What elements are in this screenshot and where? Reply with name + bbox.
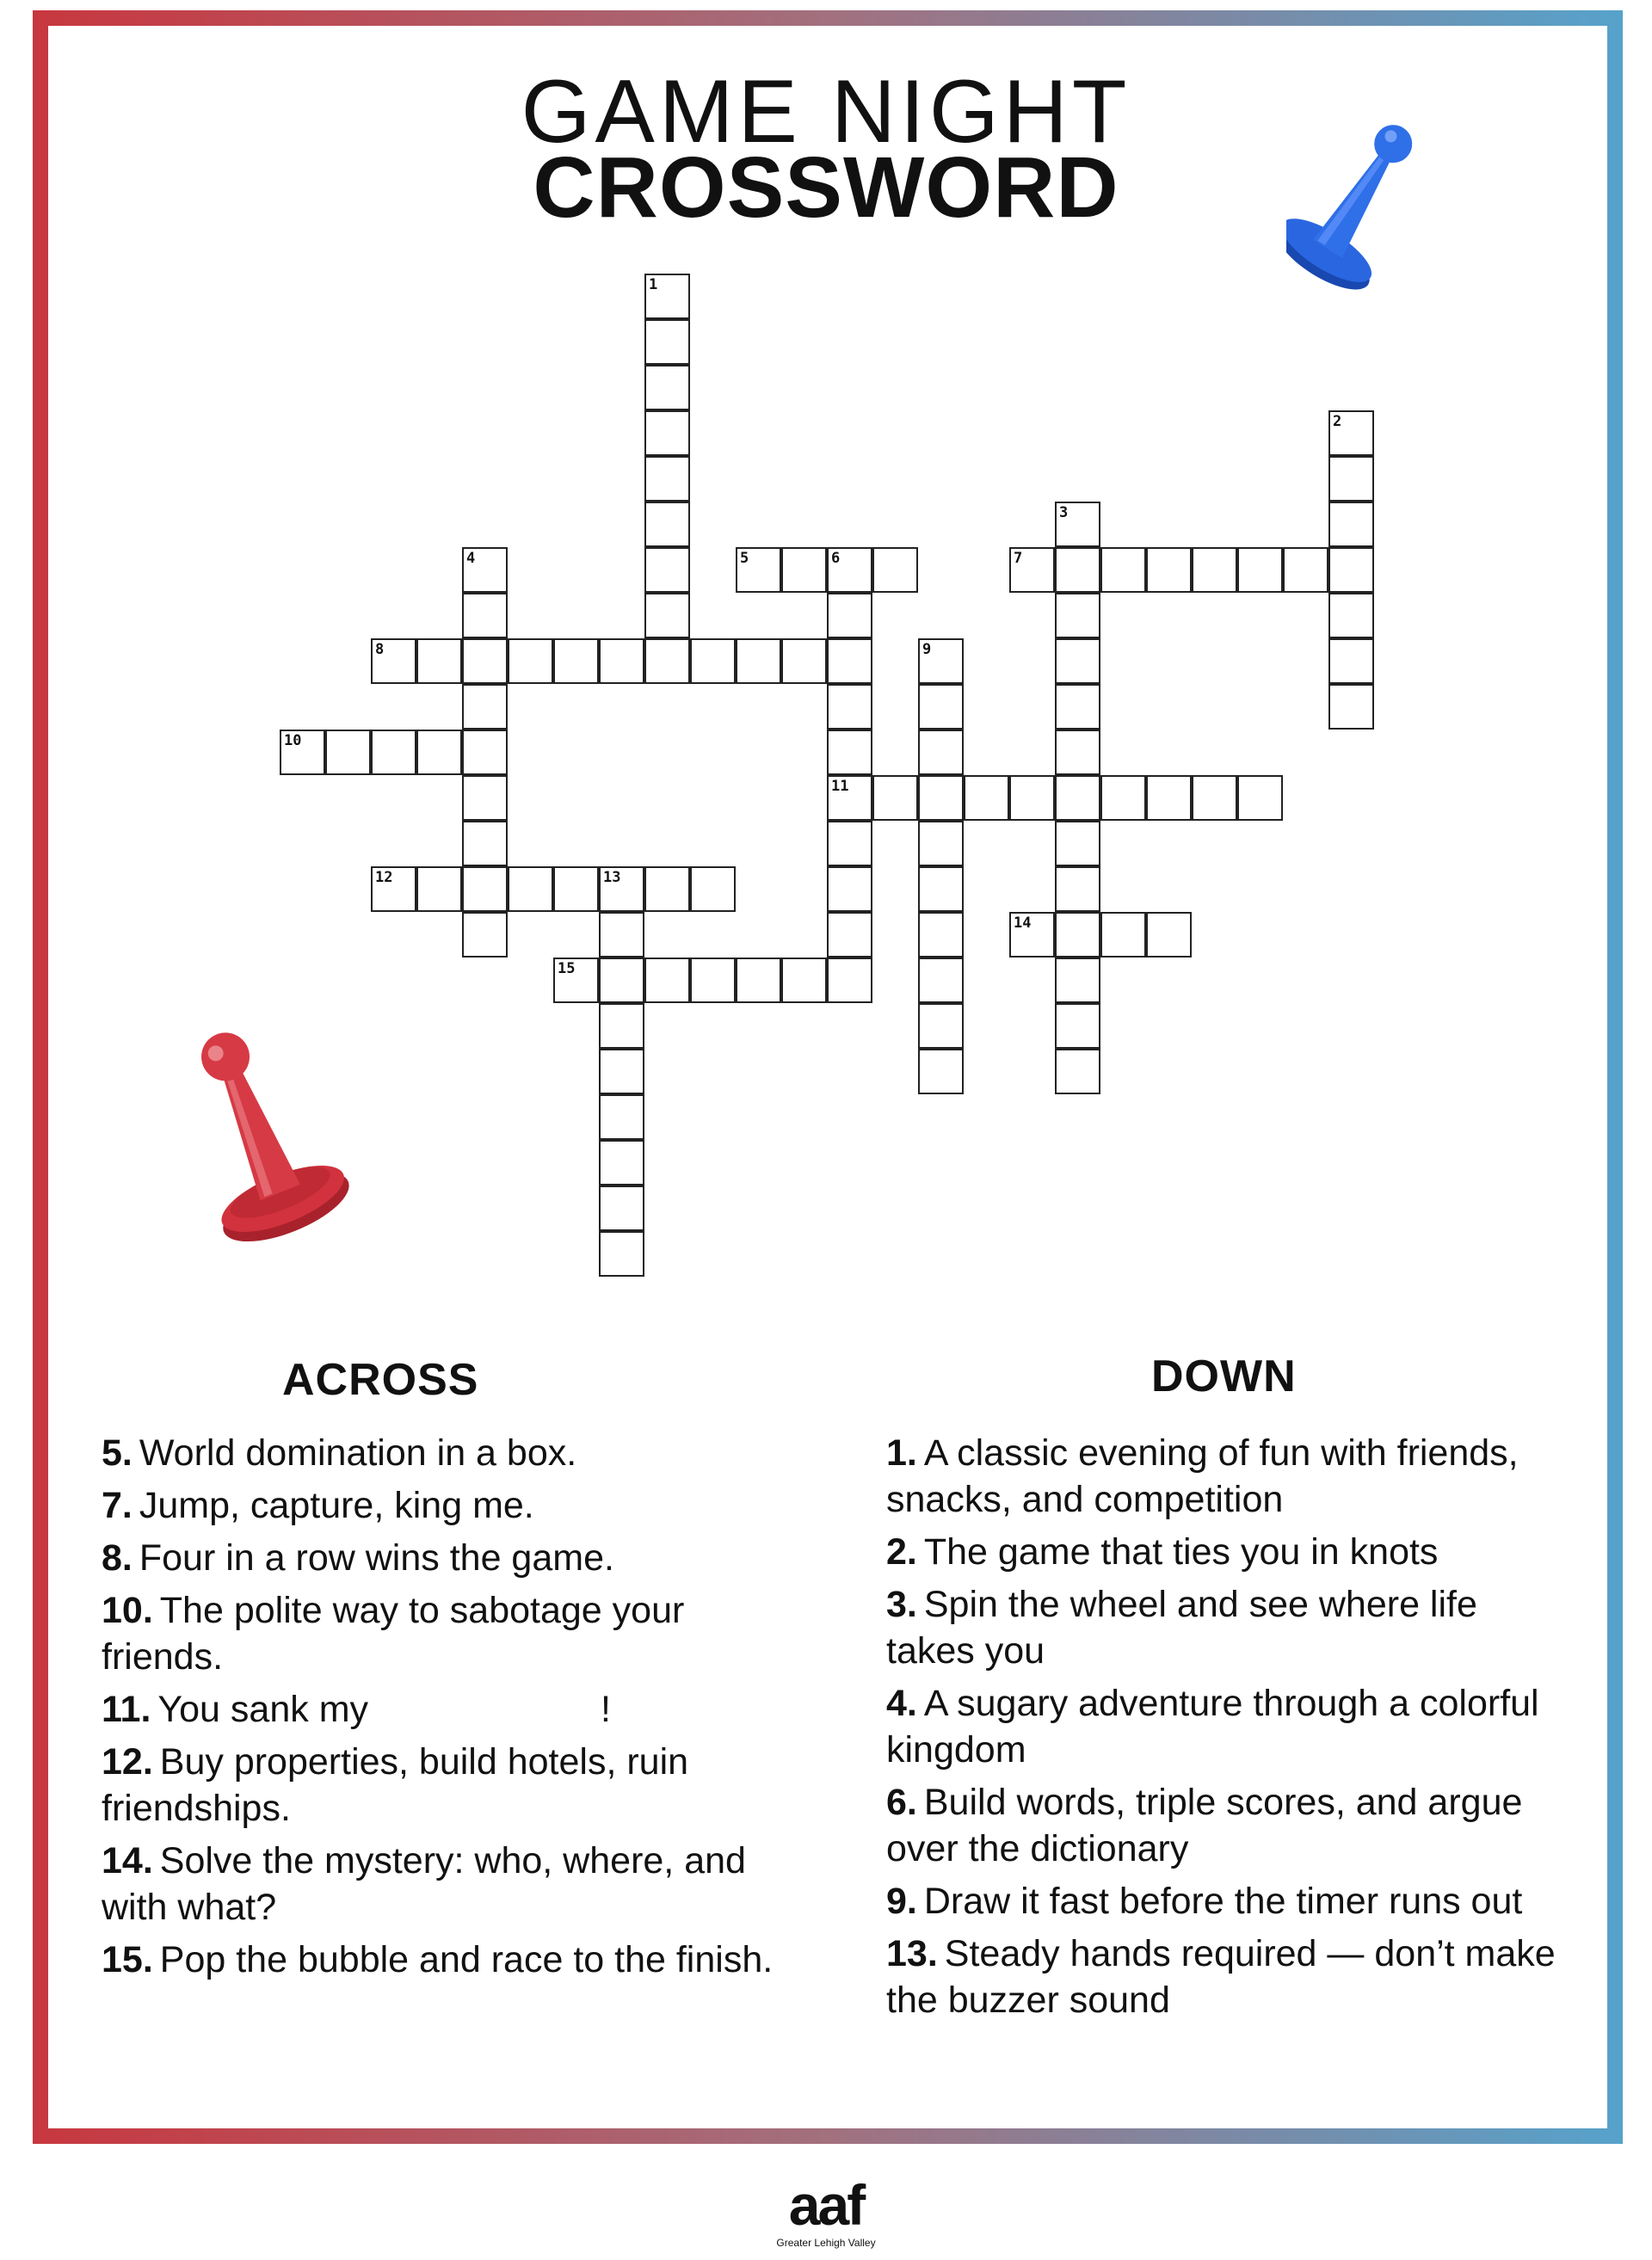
clue-number: 11. [102, 1689, 151, 1730]
grid-cell[interactable] [918, 1049, 964, 1094]
clue-down-1 [886, 1430, 1575, 1523]
grid-cell[interactable] [599, 912, 644, 958]
grid-cell[interactable] [462, 912, 508, 958]
grid-cell[interactable] [1328, 593, 1374, 638]
grid-cell[interactable] [781, 638, 827, 684]
clue-text: Four in a row wins the game. [139, 1537, 614, 1579]
grid-cell[interactable] [1328, 456, 1374, 502]
clue-across-15 [102, 1937, 807, 1983]
clue-number: 13. [886, 1933, 938, 1974]
grid-cell[interactable] [553, 958, 599, 1003]
title-game-night: GAME NIGHT [521, 62, 1131, 162]
cell-number: 12 [375, 869, 393, 886]
across-heading: ACROSS [282, 1355, 479, 1405]
grid-cell[interactable] [1055, 593, 1100, 638]
grid-cell[interactable] [1009, 912, 1055, 958]
grid-cell[interactable] [918, 821, 964, 866]
clue-suffix: ! [601, 1689, 611, 1730]
grid-cell[interactable] [690, 866, 736, 912]
clue-down-3 [886, 1581, 1575, 1674]
clue-down-4 [886, 1680, 1575, 1773]
grid-cell[interactable] [1009, 547, 1055, 593]
grid-cell[interactable] [1146, 912, 1192, 958]
clue-text: Jump, capture, king me. [139, 1485, 534, 1526]
grid-cell[interactable] [827, 912, 872, 958]
grid-cell[interactable] [1055, 502, 1100, 547]
clue-text: The polite way to sabotage your friends. [102, 1590, 685, 1678]
grid-cell[interactable] [416, 866, 462, 912]
grid-cell[interactable] [872, 775, 918, 821]
clue-number: 7. [102, 1485, 133, 1526]
grid-cell[interactable] [1328, 410, 1374, 456]
grid-cell[interactable] [644, 638, 690, 684]
clue-down-2 [886, 1529, 1575, 1575]
cell-number: 9 [922, 641, 932, 658]
grid-cell[interactable] [644, 502, 690, 547]
grid-cell[interactable] [599, 1231, 644, 1277]
clue-number: 5. [102, 1432, 133, 1474]
clue-text: A classic evening of fun with friends, snacks, and competition [886, 1432, 1519, 1520]
grid-cell[interactable] [644, 547, 690, 593]
grid-cell[interactable] [371, 638, 416, 684]
grid-cell[interactable] [599, 1003, 644, 1049]
grid-cell[interactable] [462, 684, 508, 730]
clue-text: Draw it fast before the timer runs out [923, 1881, 1523, 1922]
grid-cell[interactable] [599, 1049, 644, 1094]
grid-cell[interactable] [1055, 638, 1100, 684]
down-heading: DOWN [1151, 1352, 1297, 1401]
grid-cell[interactable] [1100, 912, 1146, 958]
grid-cell[interactable] [1009, 775, 1055, 821]
grid-cell[interactable] [964, 775, 1009, 821]
clue-across-10 [102, 1587, 807, 1680]
grid-cell[interactable] [599, 958, 644, 1003]
grid-cell[interactable] [781, 958, 827, 1003]
cell-number: 3 [1059, 504, 1069, 521]
clue-across-12 [102, 1739, 807, 1832]
grid-cell[interactable] [644, 365, 690, 410]
grid-cell[interactable] [827, 730, 872, 775]
title-crossword: CROSSWORD [533, 139, 1119, 236]
grid-cell[interactable] [1055, 775, 1100, 821]
grid-cell[interactable] [781, 547, 827, 593]
grid-cell[interactable] [644, 456, 690, 502]
cell-number: 1 [649, 276, 658, 293]
grid-cell[interactable] [690, 958, 736, 1003]
clue-number: 10. [102, 1590, 153, 1631]
grid-cell[interactable] [1055, 730, 1100, 775]
grid-cell[interactable] [1328, 684, 1374, 730]
grid-cell[interactable] [827, 775, 872, 821]
grid-cell[interactable] [508, 866, 553, 912]
grid-cell[interactable] [416, 638, 462, 684]
grid-cell[interactable] [599, 866, 644, 912]
grid-cell[interactable] [1237, 547, 1283, 593]
grid-cell[interactable] [872, 547, 918, 593]
grid-cell[interactable] [827, 638, 872, 684]
grid-cell[interactable] [827, 958, 872, 1003]
grid-cell[interactable] [371, 866, 416, 912]
clue-text: World domination in a box. [139, 1432, 577, 1474]
grid-cell[interactable] [736, 958, 781, 1003]
clue-number: 12. [102, 1741, 153, 1783]
aaf-logo [0, 2173, 1652, 2249]
grid-cell[interactable] [462, 866, 508, 912]
cell-number: 7 [1014, 550, 1023, 567]
grid-cell[interactable] [1055, 1049, 1100, 1094]
grid-cell[interactable] [1192, 775, 1237, 821]
grid-cell[interactable] [1328, 547, 1374, 593]
clue-number: 14. [102, 1840, 153, 1881]
grid-cell[interactable] [644, 319, 690, 365]
grid-cell[interactable] [918, 912, 964, 958]
clue-down-9 [886, 1878, 1575, 1924]
clue-text: Buy properties, build hotels, ruin friendships. [102, 1741, 689, 1829]
grid-cell[interactable] [1055, 958, 1100, 1003]
clue-number: 6. [886, 1782, 917, 1823]
clue-across-14 [102, 1838, 807, 1931]
cell-number: 6 [831, 550, 841, 567]
cell-number: 11 [831, 778, 849, 795]
grid-cell[interactable] [918, 684, 964, 730]
cell-number: 15 [558, 960, 576, 977]
grid-cell[interactable] [462, 730, 508, 775]
down-clue-list [886, 1430, 1575, 2029]
grid-cell[interactable] [371, 730, 416, 775]
grid-cell[interactable] [736, 547, 781, 593]
clue-text: Pop the bubble and race to the finish. [159, 1939, 774, 1980]
clue-number: 15. [102, 1939, 153, 1980]
grid-cell[interactable] [462, 593, 508, 638]
grid-cell[interactable] [918, 958, 964, 1003]
clue-number: 2. [886, 1531, 917, 1573]
grid-cell[interactable] [1055, 866, 1100, 912]
clue-text: Solve the mystery: who, where, and with what? [102, 1840, 746, 1928]
grid-cell[interactable] [1055, 684, 1100, 730]
clue-number: 9. [886, 1881, 917, 1922]
grid-cell[interactable] [1055, 912, 1100, 958]
clue-across-8 [102, 1535, 807, 1581]
clue-number: 4. [886, 1683, 917, 1724]
grid-cell[interactable] [736, 638, 781, 684]
clue-down-6 [886, 1779, 1575, 1872]
cell-number: 2 [1333, 413, 1342, 430]
cell-number: 5 [740, 550, 749, 567]
grid-cell[interactable] [827, 593, 872, 638]
grid-cell[interactable] [462, 547, 508, 593]
grid-cell[interactable] [690, 638, 736, 684]
logo-tagline: Greater Lehigh Valley [776, 2237, 876, 2249]
grid-cell[interactable] [325, 730, 371, 775]
grid-cell[interactable] [644, 866, 690, 912]
grid-cell[interactable] [644, 274, 690, 319]
clue-down-13 [886, 1931, 1575, 2023]
clue-text: Spin the wheel and see where life takes you [886, 1584, 1477, 1672]
grid-cell[interactable] [1146, 547, 1192, 593]
grid-cell[interactable] [280, 730, 325, 775]
grid-cell[interactable] [553, 638, 599, 684]
clue-text: The game that ties you in knots [923, 1531, 1439, 1573]
grid-cell[interactable] [918, 730, 964, 775]
grid-cell[interactable] [918, 775, 964, 821]
cell-number: 8 [375, 641, 385, 658]
grid-cell[interactable] [827, 547, 872, 593]
clue-number: 3. [886, 1584, 917, 1625]
grid-cell[interactable] [599, 1185, 644, 1231]
grid-cell[interactable] [918, 866, 964, 912]
logo-mark: aaf [788, 2173, 864, 2237]
grid-cell[interactable] [827, 684, 872, 730]
grid-cell[interactable] [1055, 1003, 1100, 1049]
clue-text: Steady hands required — don’t make the buzzer sound [886, 1933, 1556, 2021]
grid-cell[interactable] [827, 866, 872, 912]
clue-text: Build words, triple scores, and argue over the dictionary [886, 1782, 1523, 1869]
grid-cell[interactable] [416, 730, 462, 775]
grid-cell[interactable] [918, 1003, 964, 1049]
cell-number: 14 [1014, 914, 1032, 932]
clue-number: 8. [102, 1537, 133, 1579]
grid-cell[interactable] [644, 958, 690, 1003]
grid-cell[interactable] [462, 775, 508, 821]
grid-cell[interactable] [1237, 775, 1283, 821]
grid-cell[interactable] [599, 1140, 644, 1185]
grid-cell[interactable] [1146, 775, 1192, 821]
clue-across-11 [102, 1686, 807, 1733]
grid-cell[interactable] [508, 638, 553, 684]
cell-number: 4 [466, 550, 476, 567]
grid-cell[interactable] [644, 410, 690, 456]
grid-cell[interactable] [553, 866, 599, 912]
across-clue-list [102, 1430, 807, 1989]
grid-cell[interactable] [918, 638, 964, 684]
grid-cell[interactable] [1328, 502, 1374, 547]
grid-cell[interactable] [1100, 547, 1146, 593]
grid-cell[interactable] [462, 821, 508, 866]
clue-text: A sugary adventure through a colorful kingdom [886, 1683, 1539, 1770]
grid-cell[interactable] [599, 1094, 644, 1140]
clue-across-7 [102, 1482, 807, 1529]
grid-cell[interactable] [462, 638, 508, 684]
cell-number: 10 [284, 732, 302, 749]
clue-across-5 [102, 1430, 807, 1476]
clue-text: You sank my [157, 1689, 369, 1730]
grid-cell[interactable] [644, 593, 690, 638]
grid-cell[interactable] [1055, 547, 1100, 593]
grid-cell[interactable] [1192, 547, 1237, 593]
grid-cell[interactable] [1328, 638, 1374, 684]
grid-cell[interactable] [1055, 821, 1100, 866]
cell-number: 13 [603, 869, 621, 886]
grid-cell[interactable] [1283, 547, 1328, 593]
grid-cell[interactable] [827, 821, 872, 866]
grid-cell[interactable] [1100, 775, 1146, 821]
clue-number: 1. [886, 1432, 917, 1474]
grid-cell[interactable] [599, 638, 644, 684]
